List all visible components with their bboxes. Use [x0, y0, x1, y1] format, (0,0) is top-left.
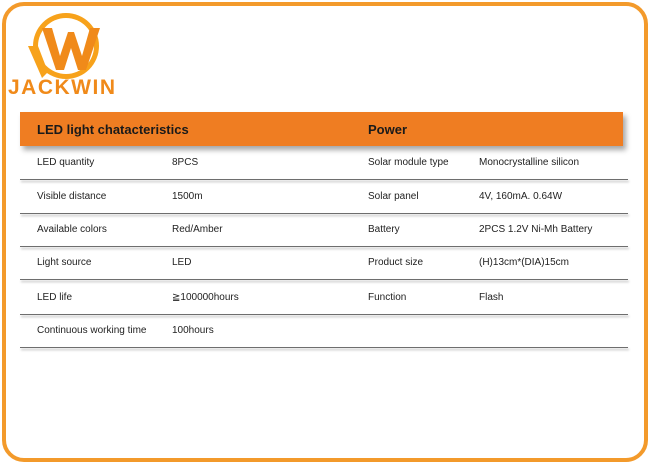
row-value-right: 4V, 160mA. 0.64W: [479, 191, 563, 202]
row-label-left: LED quantity: [37, 157, 95, 168]
row-value-left: Red/Amber: [172, 224, 223, 235]
row-label-left: Continuous working time: [37, 325, 147, 336]
table-row: [20, 282, 628, 315]
row-value-right: 2PCS 1.2V Ni-Mh Battery: [479, 224, 593, 235]
brand-name: JACKWIN: [8, 76, 117, 99]
table-row: [20, 181, 628, 214]
led-characteristics-heading: LED light chatacteristics: [37, 122, 189, 137]
table-row: [20, 214, 628, 247]
row-divider: [20, 347, 628, 348]
row-value-left: ≧100000hours: [172, 292, 239, 303]
row-divider: [20, 279, 628, 280]
row-label-right: Function: [368, 292, 407, 303]
row-label-left: Visible distance: [37, 191, 107, 202]
row-value-left: 100hours: [172, 325, 214, 336]
row-label-right: Battery: [368, 224, 400, 235]
row-value-left: 1500m: [172, 191, 203, 202]
row-value-left: LED: [172, 257, 192, 268]
row-value-left: 8PCS: [172, 157, 199, 168]
table-row: [20, 247, 628, 280]
row-label-left: LED life: [37, 292, 73, 303]
row-value-right: Flash: [479, 292, 504, 303]
row-label-left: Light source: [37, 257, 92, 268]
power-heading: Power: [368, 122, 408, 137]
row-divider: [20, 179, 628, 180]
row-label-right: Product size: [368, 257, 424, 268]
row-value-right: (H)13cm*(DIA)15cm: [479, 257, 570, 268]
table-row: [20, 315, 628, 348]
row-label-right: Solar module type: [368, 157, 449, 168]
row-label-right: Solar panel: [368, 191, 419, 202]
table-row: [20, 147, 628, 180]
row-label-left: Available colors: [37, 224, 107, 235]
spec-table-header: [20, 112, 623, 146]
row-value-right: Monocrystalline silicon: [479, 157, 580, 168]
